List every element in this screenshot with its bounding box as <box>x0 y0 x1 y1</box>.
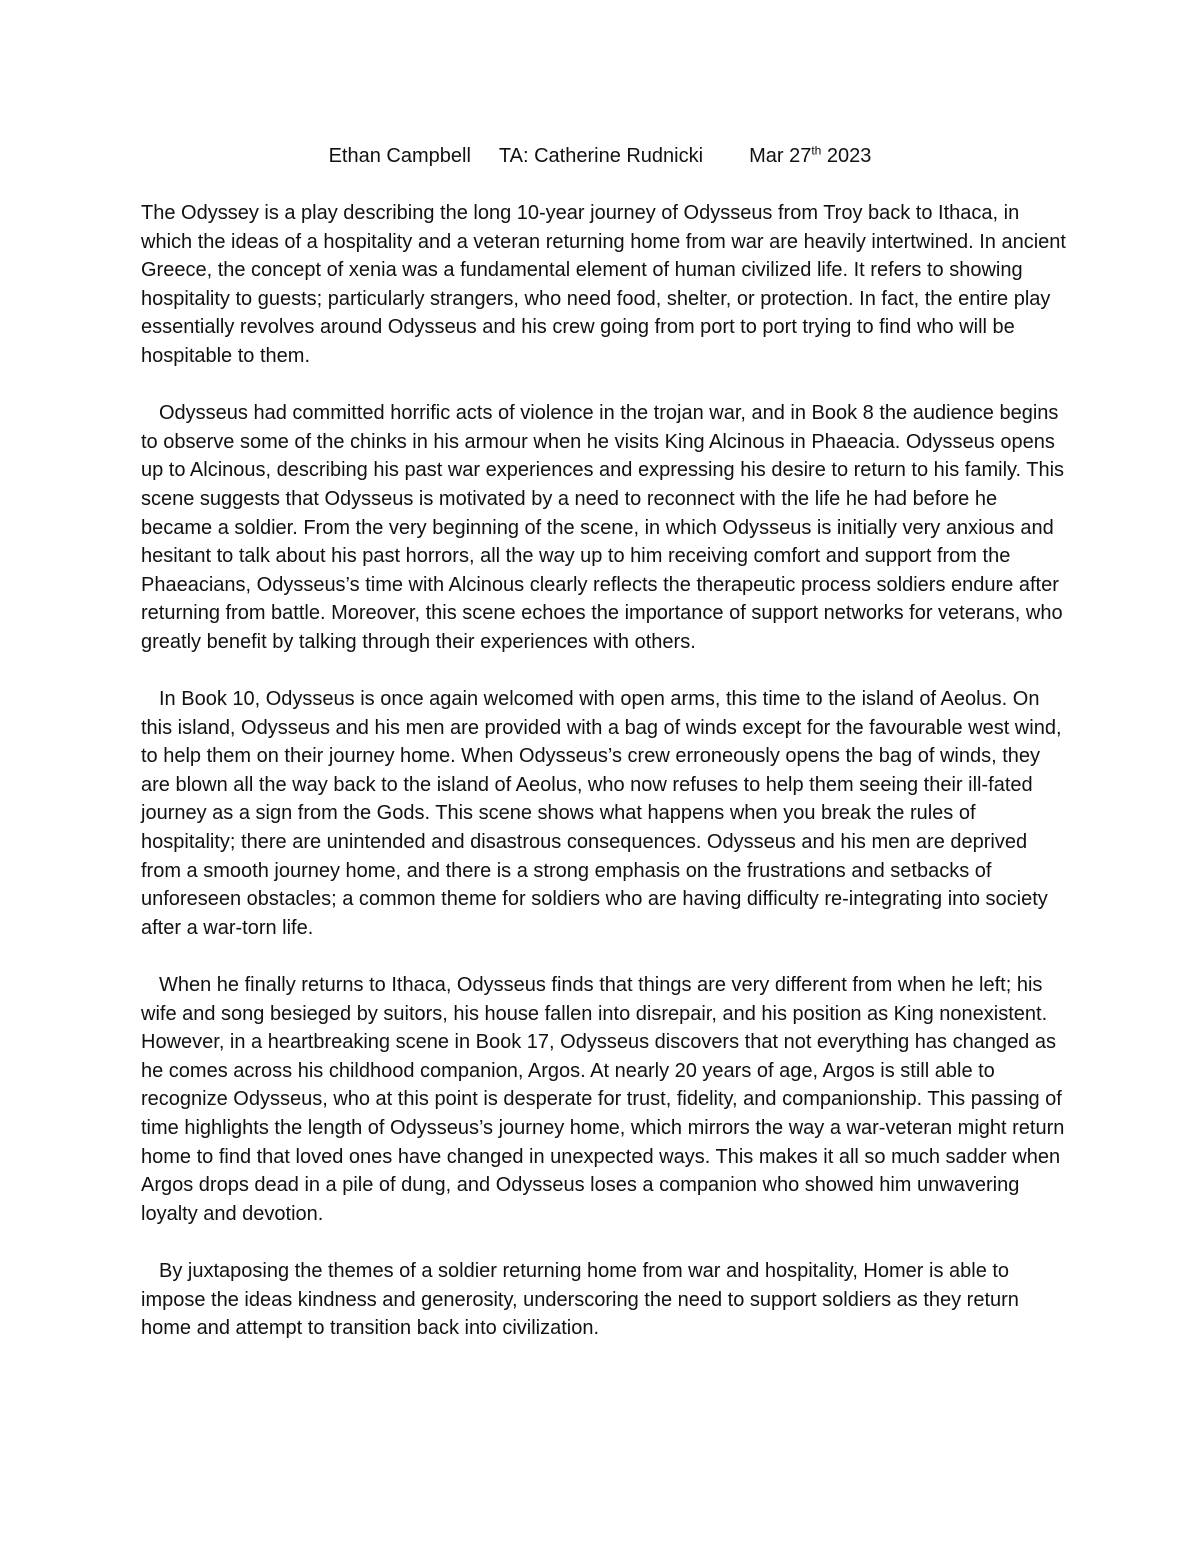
author-name: Ethan Campbell <box>328 145 471 167</box>
ta-name: TA: Catherine Rudnicki <box>498 145 704 167</box>
paragraph-book-10: In Book 10, Odysseus is once again welcomed with open arms, this time to the island of Aeolus. On this island, Odysseus and his men are provided with a bag of winds except for the favourable west wind, to help them on their journey home. When Odysseus’s crew erroneously opens the bag of winds, they are blown all the way back to the island of Aeolus, who now refuses to help them seeing their ill-fated journey as a sign from the Gods. This scene shows what happens when you break the rules of hospitality; there are unintended and disastrous consequences. Odysseus and his men are deprived from a smooth journey home, and there is a strong emphasis on the frustrations and setbacks of unforeseen obstacles; a common theme for soldiers who are having difficulty re-integrating into society after a war-torn life. <box>141 688 1062 939</box>
essay-body <box>141 199 1071 1371</box>
date-year: 2023 <box>821 145 872 167</box>
paragraph-intro: The Odyssey is a play describing the long 10-year journey of Odysseus from Troy back to Ithaca, in which the ideas of a hospitality and a veteran returning home from war are heavily intertwined. In ancient Greece, the concept of xenia was a fundamental element of human civilized life. It refers to showing hospitality to guests; particularly strangers, who need food, shelter, or protection. In fact, the entire play essentially revolves around Odysseus and his crew going from port to port trying to find who will be hospitable to them. <box>141 202 1066 367</box>
paragraph-book-8: Odysseus had committed horrific acts of violence in the trojan war, and in Book 8 the audience begins to observe some of the chinks in his armour when he visits King Alcinous in Phaeacia. Odysseus opens up to Alcinous, describing his past war experiences and expressing his desire to return to his family. This scene suggests that Odysseus is motivated by a need to reconnect with the life he had before he became a soldier. From the very beginning of the scene, in which Odysseus is initially very anxious and hesitant to talk about his past horrors, all the way up to him receiving comfort and support from the Phaeacians, Odysseus’s time with Alcinous clearly reflects the therapeutic process soldiers endure after returning from battle. Moreover, this scene echoes the importance of support networks for veterans, who greatly benefit by talking through their experiences with others. <box>141 402 1065 653</box>
document-header <box>0 142 1200 170</box>
date <box>749 142 871 170</box>
paragraph-book-17: When he finally returns to Ithaca, Odysseus finds that things are very different from when he left; his wife and song besieged by suitors, his house fallen into disrepair, and his position as King nonexistent. However, in a heartbreaking scene in Book 17, Odysseus discovers that not everything has changed as he comes across his childhood companion, Argos. At nearly 20 years of age, Argos is still able to recognize Odysseus, who at this point is desperate for trust, fidelity, and companionship. This passing of time highlights the length of Odysseus’s journey home, which mirrors the way a war-veteran might return home to find that loved ones have changed in unexpected ways. This makes it all so much sadder when Argos drops dead in a pile of dung, and Odysseus loses a companion who showed him unwavering loyalty and devotion. <box>141 974 1065 1225</box>
date-ordinal-suffix: th <box>811 143 822 158</box>
paragraph-conclusion: By juxtaposing the themes of a soldier returning home from war and hospitality, Homer is able to impose the ideas kindness and generosity, underscoring the need to support soldiers as they return home and attempt to transition back into civilization. <box>141 1259 1019 1340</box>
date-prefix: Mar 27 <box>749 145 812 167</box>
